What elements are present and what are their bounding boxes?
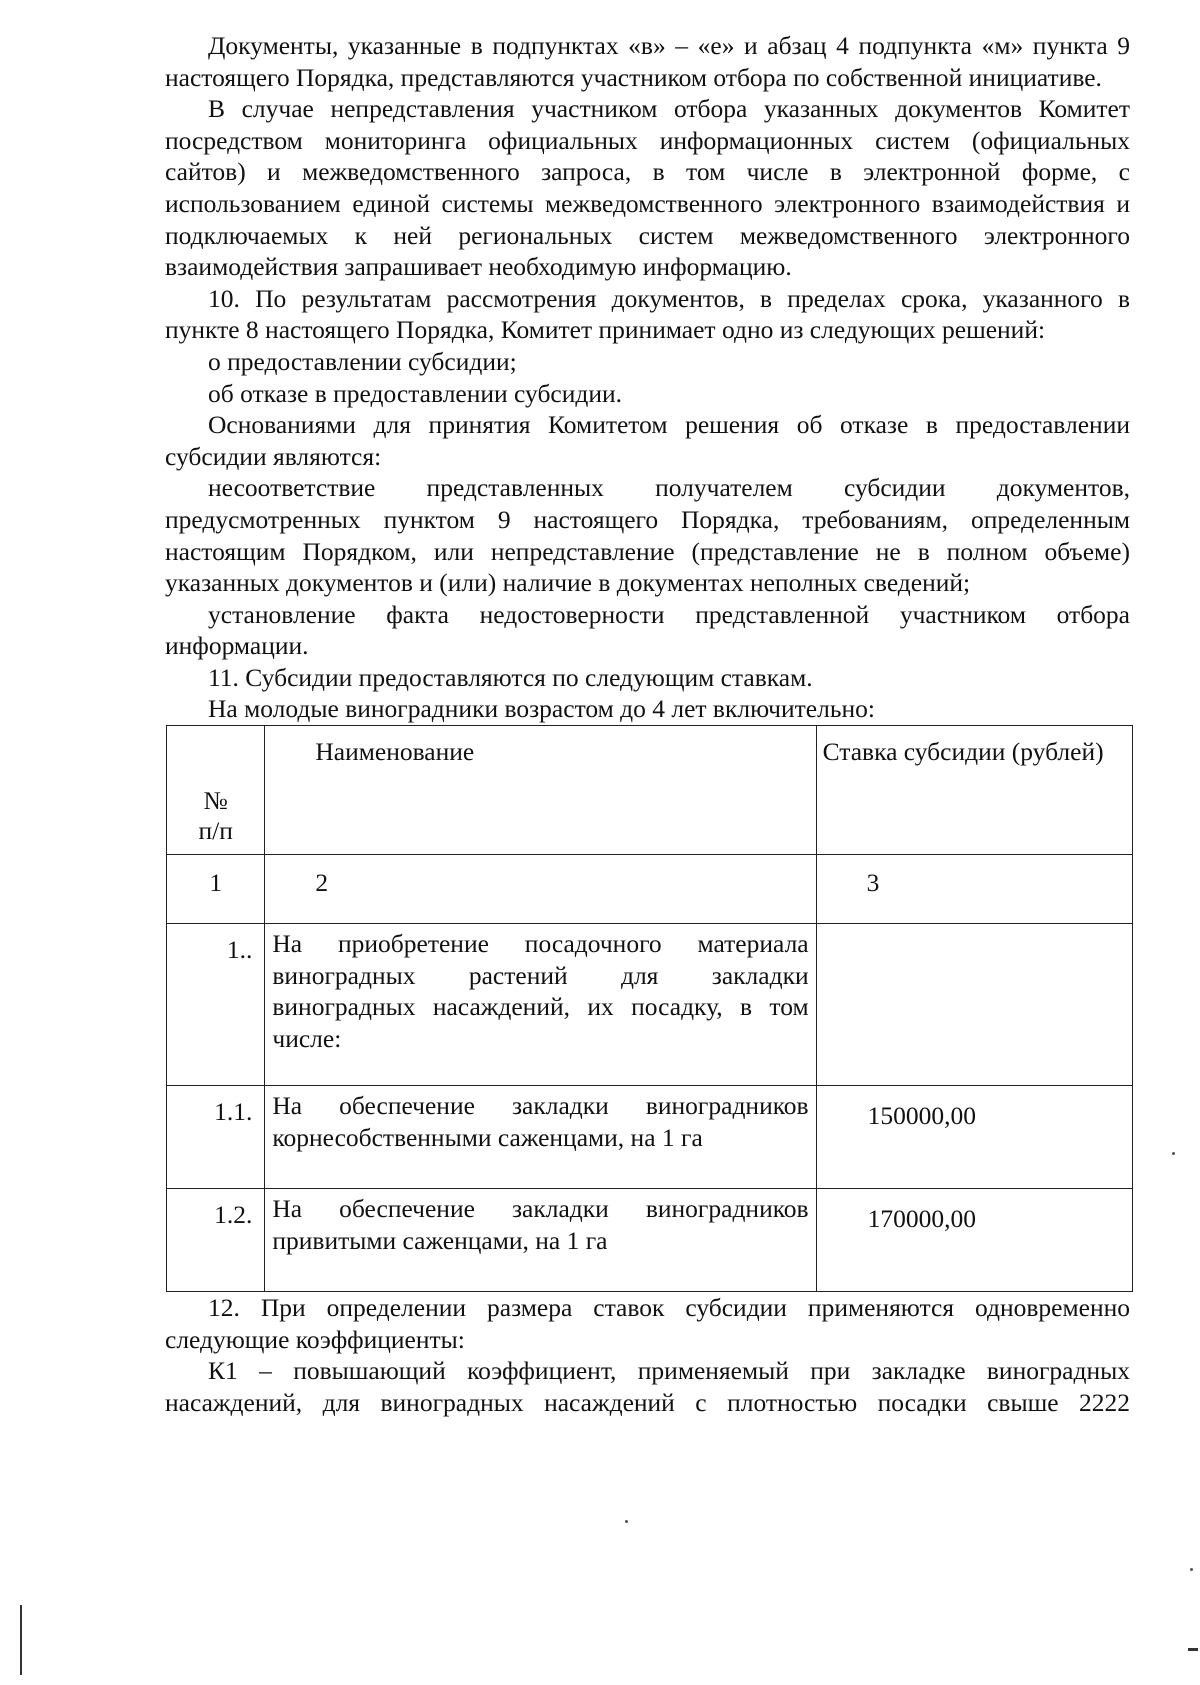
header-number-abbr: п/п (198, 816, 233, 846)
paragraph-ground-false-info: установление факта недостоверности представленной участником отбора информации. (165, 599, 1130, 661)
paragraph-decision-grant: о предоставлении субсидии; (208, 346, 517, 376)
scan-edge-mark (1188, 1648, 1198, 1651)
row-rate: 170000,00 (867, 1204, 976, 1234)
paragraph-coefficient-k1: К1 – повышающий коэффициент, применяемый при закладке виноградных насаждений, для виноградных насаждений с плотностью посадки свыше 2222 (165, 1356, 1130, 1417)
subsidy-rates-table (166, 725, 1133, 1292)
header-number-sign: № (203, 786, 228, 816)
row-name: На обеспечение закладки виноградников привитыми саженцами, на 1 га (265, 1189, 816, 1292)
row-number: 1.. (226, 935, 253, 965)
document-page (165, 30, 1130, 1418)
paragraph-decision-refuse: об отказе в предоставлении субсидии. (208, 378, 623, 408)
index-cell-3: 3 (816, 855, 1132, 924)
row-number: 1.1. (214, 1097, 253, 1127)
paragraph-interagency-request: В случае непредставления участником отбора указанных документов Комитет посредством мониторинга официальных информационных систем (официальных сайтов) и межведомственного запроса, в том числе в электронной форме, с использованием единой системы межведомственного электронного взаимодействия и подключаемых к ней региональных систем межведомственного электронного взаимодействия запрашивает необходимую информацию. (165, 94, 1130, 282)
table-index-row (167, 855, 1133, 924)
paragraph-item-11: 11. Субсидии предоставляются по следующим ставкам. (208, 662, 813, 692)
table-row (167, 924, 1133, 1086)
row-name: На приобретение посадочного материала виноградных растений для закладки виноградных насаждений, их посадку, в том числе: (265, 924, 816, 1086)
header-name-cell: Наименование (265, 726, 816, 855)
row-rate: 150000,00 (867, 1101, 976, 1131)
row-rate (823, 934, 1126, 938)
index-cell-2: 2 (265, 855, 816, 924)
header-rate-cell: Ставка субсидии (рублей) (816, 726, 1132, 855)
scan-speck (625, 1520, 628, 1523)
table-row (167, 1086, 1133, 1189)
paragraph-item-10: 10. По результатам рассмотрения документов, в пределах срока, указанного в пункте 8 настоящего Порядка, Комитет принимает одно из следующих решений: (165, 283, 1130, 345)
paragraph-documents-initiative: Документы, указанные в подпунктах «в» – «е» и абзац 4 подпункта «м» пункта 9 настоящего Порядка, представляются участником отбора по собственной инициативе. (165, 31, 1130, 92)
scan-margin-mark (20, 1605, 22, 1675)
paragraph-refusal-grounds: Основаниями для принятия Комитетом решения об отказе в предоставлении субсидии являются: (165, 410, 1130, 471)
paragraph-ground-noncompliance: несоответствие представленных получателем субсидии документов, предусмотренных пунктом 9 настоящего Порядка, требованиям, определенным настоящим Порядком, или непредставление (представление не в полном объеме) указанных документов и (или) наличие в документах неполных сведений; (165, 473, 1130, 598)
index-cell-1: 1 (167, 855, 265, 924)
header-number-cell (167, 726, 265, 855)
paragraph-young-vineyards: На молодые виноградники возрастом до 4 лет включительно: (208, 694, 875, 724)
scan-speck (1190, 1568, 1193, 1571)
table-header-row (167, 726, 1133, 855)
row-name: На обеспечение закладки виноградников корнесобственными саженцами, на 1 га (265, 1086, 816, 1189)
row-number: 1.2. (214, 1200, 253, 1230)
table-row (167, 1189, 1133, 1292)
scan-speck (1172, 1152, 1175, 1155)
paragraph-item-12: 12. При определении размера ставок субсидии применяются одновременно следующие коэффициенты: (165, 1293, 1130, 1354)
